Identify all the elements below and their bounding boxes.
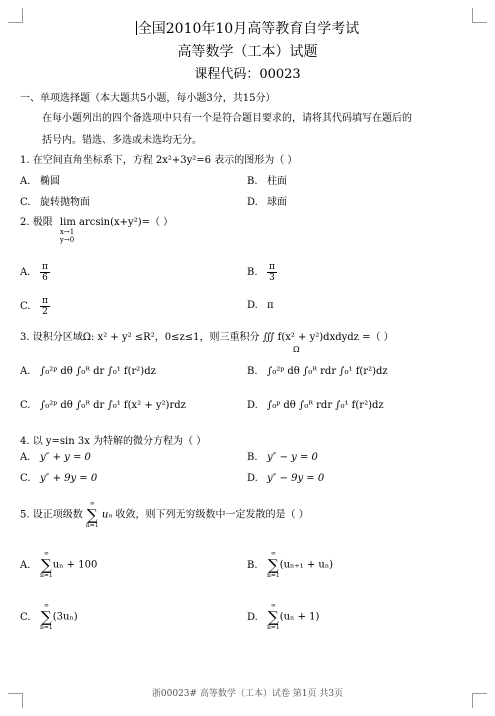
option-math: (3uₙ) bbox=[52, 611, 78, 623]
option-text: 柱面 bbox=[267, 176, 287, 187]
option-math: y″ + y = 0 bbox=[40, 452, 91, 463]
option-letter: C. bbox=[20, 611, 31, 623]
numerator: π bbox=[42, 296, 48, 306]
lim-text: lim bbox=[59, 217, 76, 228]
option-text: 椭圆 bbox=[40, 176, 60, 187]
q4-option-b bbox=[247, 452, 318, 463]
q5-option-b bbox=[247, 550, 333, 580]
option-letter: C. bbox=[20, 301, 31, 312]
fraction bbox=[40, 262, 50, 283]
numerator: π bbox=[269, 262, 275, 272]
sum-upper: ∞ bbox=[43, 550, 49, 557]
option-math: ∫₀²ᵖ dθ ∫₀ᴿ dr ∫₀¹ f(x² + y²)rdz bbox=[40, 400, 186, 411]
question-5 bbox=[20, 500, 309, 530]
sum-lower: n=1 bbox=[267, 624, 280, 631]
subject-title: 高等数学（工本）试题 bbox=[177, 44, 318, 60]
option-math: (uₙ + 1) bbox=[279, 611, 320, 623]
option-letter: B. bbox=[247, 176, 258, 187]
series-term: uₙ bbox=[101, 509, 113, 521]
q4-option-a bbox=[20, 452, 91, 463]
text-cursor bbox=[136, 21, 137, 35]
option-text: 旋转抛物面 bbox=[40, 197, 90, 208]
option-math: ∫₀²ᵖ dθ ∫₀ᴿ dr ∫₀¹ f(r²)dz bbox=[40, 366, 156, 377]
limit-operator bbox=[59, 217, 76, 244]
denominator: 3 bbox=[269, 273, 275, 283]
summation-symbol: ∞ ∑ n=1 bbox=[85, 500, 99, 529]
q5-option-c bbox=[20, 602, 78, 632]
sum-lower: n=1 bbox=[267, 572, 280, 579]
exam-title-text: 全国2010年10月高等教育自学考试 bbox=[137, 21, 360, 37]
denominator: 2 bbox=[42, 307, 48, 317]
option-letter: D. bbox=[247, 400, 258, 411]
page-footer: 浙00023# 高等数学（工本）试卷 第1页 共3页 bbox=[151, 689, 344, 699]
q3-option-b bbox=[247, 366, 388, 377]
question-prefix: 5. 设正项级数 bbox=[20, 509, 83, 521]
option-letter: A. bbox=[20, 452, 31, 463]
q2-option-d bbox=[247, 300, 274, 311]
numerator: π bbox=[42, 262, 48, 272]
exam-title bbox=[0, 18, 495, 38]
q3-option-d bbox=[247, 400, 384, 411]
q2-option-a bbox=[20, 262, 50, 283]
sum-lower: n=1 bbox=[40, 624, 53, 631]
summation-symbol: ∞ ∑ n=1 bbox=[40, 602, 53, 631]
option-letter: C. bbox=[20, 473, 31, 484]
q4-option-c bbox=[20, 473, 97, 484]
option-letter: B. bbox=[247, 267, 258, 278]
q4-option-d bbox=[247, 473, 324, 484]
option-letter: A. bbox=[20, 176, 31, 187]
sum-upper: ∞ bbox=[270, 602, 276, 609]
fraction bbox=[40, 296, 50, 317]
option-math: ∫₀²ᵖ dθ ∫₀ᴿ rdr ∫₀¹ f(r²)dz bbox=[267, 366, 388, 377]
option-letter: D. bbox=[247, 473, 258, 484]
section-heading: 一、单项选择题（本大题共5小题，每小题3分，共15分） bbox=[20, 93, 276, 104]
limit-subscript: x→1 bbox=[59, 228, 75, 236]
sum-upper: ∞ bbox=[270, 550, 276, 557]
sum-upper: ∞ bbox=[43, 602, 49, 609]
option-math: y″ − 9y = 0 bbox=[267, 473, 325, 484]
summation-symbol: ∞ ∑ n=1 bbox=[267, 602, 280, 631]
option-letter: B. bbox=[247, 559, 258, 571]
q1-option-b bbox=[247, 172, 287, 187]
option-math: y″ + 9y = 0 bbox=[40, 473, 98, 484]
q5-option-d bbox=[247, 602, 319, 632]
limit-expression: arcsin(x+y²)=（ ） bbox=[79, 217, 174, 228]
summation-symbol: ∞ ∑ n=1 bbox=[40, 550, 53, 579]
question-suffix: 收敛，则下列无穷级数中一定发散的是（ ） bbox=[115, 509, 309, 521]
option-letter: A. bbox=[20, 267, 31, 278]
q1-option-c bbox=[20, 193, 90, 208]
option-text: 球面 bbox=[267, 197, 287, 208]
option-letter: B. bbox=[247, 366, 258, 377]
q1-option-a bbox=[20, 172, 60, 187]
option-letter: C. bbox=[20, 400, 31, 411]
option-letter: D. bbox=[247, 611, 258, 623]
q2-option-c bbox=[20, 296, 50, 317]
option-letter: A. bbox=[20, 559, 31, 571]
sum-lower: n=1 bbox=[40, 572, 53, 579]
q1-option-d bbox=[247, 193, 287, 208]
sum-lower: n=1 bbox=[85, 522, 99, 529]
q3-option-c bbox=[20, 400, 186, 411]
question-4: 4. 以 y=sin 3x 为特解的微分方程为（ ） bbox=[20, 436, 207, 447]
option-math: (uₙ₊₁ + uₙ) bbox=[279, 559, 334, 571]
sum-upper: ∞ bbox=[89, 500, 95, 507]
option-letter: D. bbox=[247, 300, 258, 311]
q3-option-a bbox=[20, 366, 156, 377]
option-letter: A. bbox=[20, 366, 31, 377]
q5-option-a bbox=[20, 550, 97, 580]
integral-region: Ω bbox=[293, 345, 300, 354]
option-math: y″ − y = 0 bbox=[267, 452, 318, 463]
option-math: ∫₀ᵖ dθ ∫₀ᴿ rdr ∫₀¹ f(r²)dz bbox=[267, 400, 384, 411]
option-math: uₙ + 100 bbox=[52, 559, 98, 571]
question-3: 3. 设积分区域Ω: x² + y² ≤R²，0≤z≤1，则三重积分 ∭ f(x² + y²)dxdydz =（ ） bbox=[20, 332, 394, 343]
q2-option-b bbox=[247, 262, 277, 283]
question-prefix: 2. 极限 bbox=[20, 217, 53, 228]
option-text: π bbox=[267, 300, 274, 311]
option-letter: D. bbox=[247, 197, 258, 208]
option-letter: B. bbox=[247, 452, 258, 463]
option-letter: C. bbox=[20, 197, 31, 208]
denominator: 6 bbox=[42, 273, 48, 283]
question-2 bbox=[20, 213, 174, 244]
instruction-line: 括号内。错选、多选或未选均无分。 bbox=[42, 135, 202, 146]
summation-symbol: ∞ ∑ n=1 bbox=[267, 550, 280, 579]
fraction bbox=[267, 262, 277, 283]
limit-subscript: y→0 bbox=[59, 236, 75, 244]
instruction-line: 在每小题列出的四个备选项中只有一个是符合题目要求的，请将其代码填写在题后的 bbox=[42, 113, 412, 124]
course-code: 课程代码：00023 bbox=[194, 67, 301, 82]
question-1: 1. 在空间直角坐标系下，方程 2x²+3y²=6 表示的图形为（ ） bbox=[20, 155, 298, 166]
